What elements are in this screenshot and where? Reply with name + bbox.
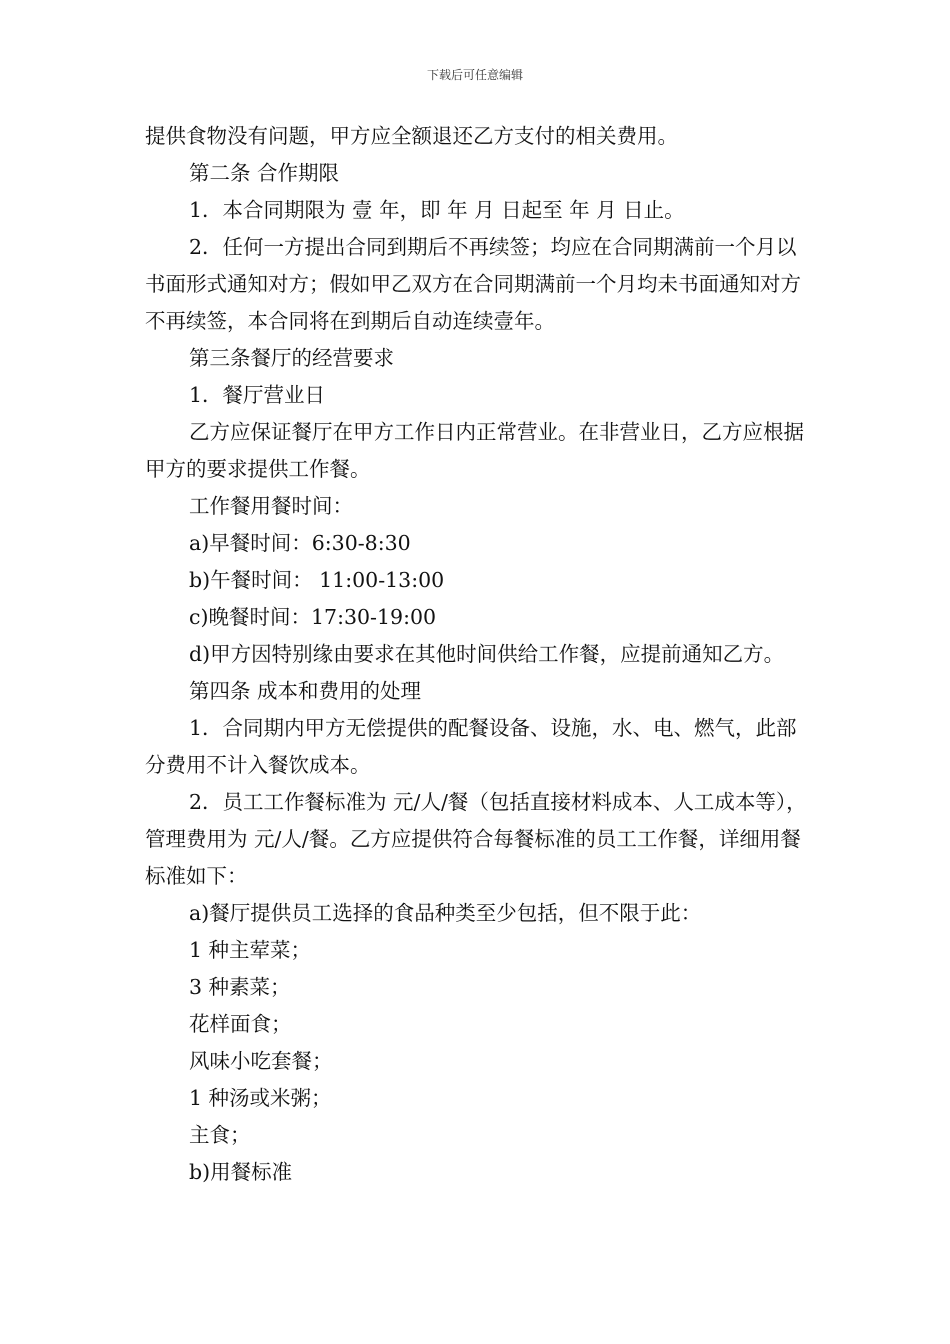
list-item: d)甲方因特别缘由要求在其他时间供给工作餐，应提前通知乙方。	[189, 642, 785, 666]
list-item: a)早餐时间：6:30-8:30	[189, 531, 411, 555]
list-item: c)晚餐时间：17:30-19:00	[189, 605, 437, 629]
list-item: 3 种素菜；	[189, 975, 291, 999]
paragraph: 1．餐厅营业日	[189, 383, 326, 407]
list-item: 主食；	[189, 1123, 251, 1147]
page-header: 下载后可任意编辑	[426, 68, 523, 82]
paragraph: 1．本合同期限为 壹 年，即 年 月 日起至 年 月 日止。	[189, 198, 685, 222]
paragraph: 2．员工工作餐标准为 元/人/餐（包括直接材料成本、人工成本等），管理费用为 元/人/餐。乙方应提供符合每餐标准的员工工作餐，详细用餐标准如下：	[145, 790, 807, 888]
list-item: b)用餐标准	[189, 1160, 293, 1184]
section-heading: 第二条 合作期限	[189, 161, 340, 185]
list-item: a)餐厅提供员工选择的食品种类至少包括，但不限于此：	[189, 901, 702, 925]
document-body	[145, 118, 810, 1191]
section-heading: 第四条 成本和费用的处理	[189, 679, 422, 703]
paragraph: 提供食物没有问题，甲方应全额退还乙方支付的相关费用。	[145, 124, 678, 148]
paragraph: 2．任何一方提出合同到期后不再续签；均应在合同期满前一个月以书面形式通知对方；假如甲乙双方在合同期满前一个月均未书面通知对方不再续签，本合同将在到期后自动连续壹年。	[145, 235, 801, 333]
paragraph: 1．合同期内甲方无偿提供的配餐设备、设施，水、电、燃气，此部分费用不计入餐饮成本。	[145, 716, 797, 777]
list-item: b)午餐时间： 11:00-13:00	[189, 568, 445, 592]
list-item: 1 种主荤菜；	[189, 938, 312, 962]
section-heading: 第三条餐厅的经营要求	[189, 346, 394, 370]
list-item: 风味小吃套餐；	[189, 1049, 333, 1073]
list-item: 花样面食；	[189, 1012, 292, 1036]
paragraph: 工作餐用餐时间：	[189, 494, 353, 518]
paragraph: 乙方应保证餐厅在甲方工作日内正常营业。在非营业日，乙方应根据甲方的要求提供工作餐。	[145, 420, 804, 481]
list-item: 1 种汤或米粥；	[189, 1086, 332, 1110]
